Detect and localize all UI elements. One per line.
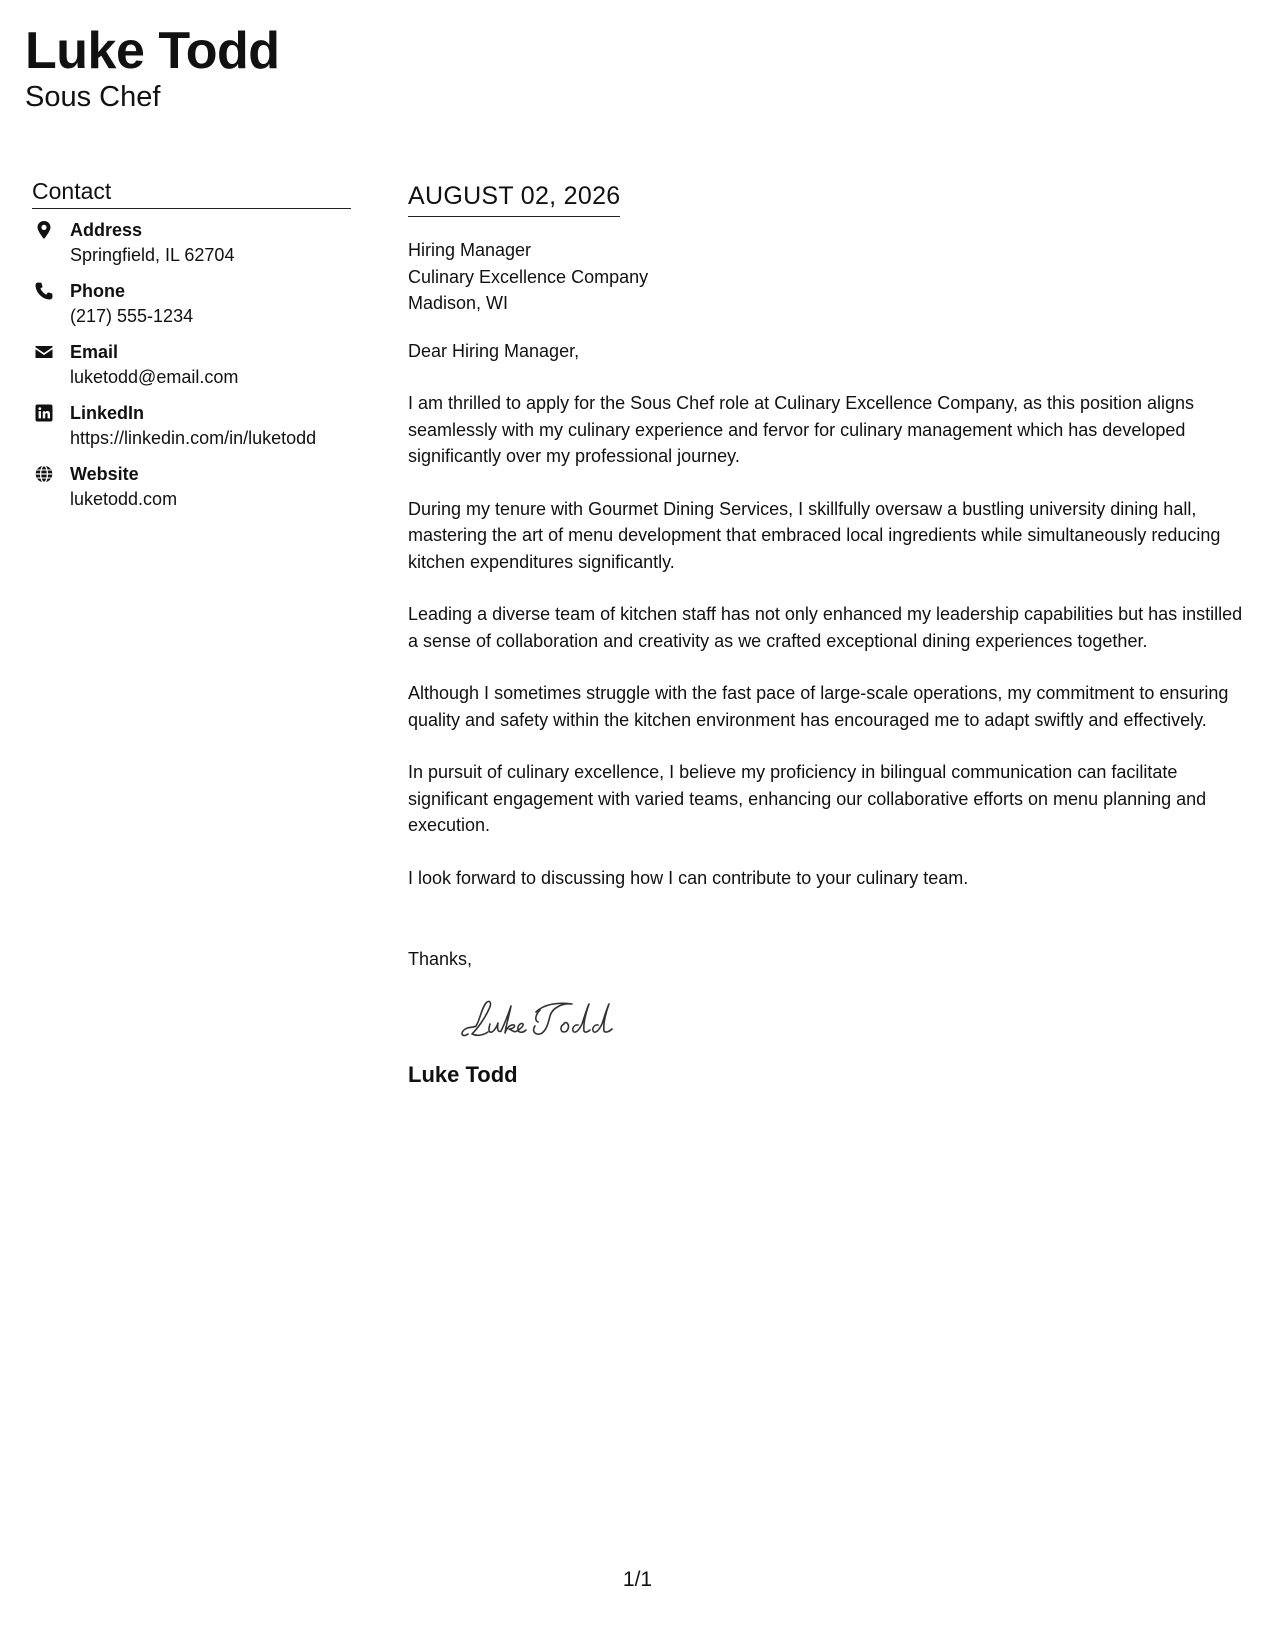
globe-icon bbox=[34, 464, 54, 484]
phone-icon bbox=[34, 281, 54, 301]
applicant-name: Luke Todd bbox=[25, 22, 280, 80]
applicant-role: Sous Chef bbox=[25, 81, 161, 113]
cover-letter bbox=[408, 180, 1253, 1090]
contact-item-phone bbox=[32, 279, 351, 329]
contact-label: Website bbox=[70, 464, 139, 484]
contact-value: luketodd@email.com bbox=[70, 367, 239, 387]
contact-item-website bbox=[32, 462, 351, 512]
contact-value[interactable]: https://linkedin.com/in/luketodd bbox=[70, 428, 317, 448]
contact-label: Email bbox=[70, 342, 119, 362]
body-paragraph: During my tenure with Gourmet Dining Services, I skillfully oversaw a bustling university dining hall, mastering the art of menu development that embraced local ingredients while simultaneously reducing kitchen expenditures significantly. bbox=[408, 498, 1221, 572]
handwritten-signature bbox=[454, 990, 654, 1050]
contact-value[interactable]: luketodd.com bbox=[70, 489, 178, 509]
salutation: Dear Hiring Manager, bbox=[408, 340, 580, 361]
contact-item-linkedin bbox=[32, 401, 351, 451]
body-paragraph: In pursuit of culinary excellence, I believe my proficiency in bilingual communication can facilitate significant engagement with varied teams, enhancing our collaborative efforts on menu planning and execution. bbox=[408, 762, 1207, 835]
recipient-line: Culinary Excellence Company bbox=[408, 266, 649, 287]
contact-sidebar bbox=[32, 176, 351, 523]
linkedin-icon bbox=[34, 403, 54, 423]
recipient-line: Hiring Manager bbox=[408, 240, 532, 260]
contact-label: LinkedIn bbox=[70, 403, 145, 423]
body-paragraph: I am thrilled to apply for the Sous Chef role at Culinary Excellence Company, as this position aligns seamlessly with my culinary experience and fervor for culinary management which has developed significantly over my professional journey. bbox=[408, 393, 1195, 466]
contact-heading: Contact bbox=[32, 176, 351, 209]
body-paragraph: I look forward to discussing how I can contribute to your culinary team. bbox=[408, 867, 969, 888]
signer-name: Luke Todd bbox=[408, 1062, 518, 1087]
closing: Thanks, bbox=[408, 949, 473, 969]
contact-label: Phone bbox=[70, 281, 126, 301]
contact-list bbox=[32, 218, 351, 512]
page-number: 1/1 bbox=[622, 1568, 653, 1591]
letter-date: AUGUST 02, 2026 bbox=[408, 180, 620, 217]
contact-item-address bbox=[32, 218, 351, 268]
contact-item-email bbox=[32, 340, 351, 390]
recipient-line: Madison, WI bbox=[408, 293, 509, 313]
contact-value: (217) 555-1234 bbox=[70, 306, 194, 326]
contact-value: Springfield, IL 62704 bbox=[70, 245, 235, 265]
body-paragraph: Leading a diverse team of kitchen staff has not only enhanced my leadership capabilities but has instilled a sense of collaboration and creativity as we crafted exceptional dining experiences together. bbox=[408, 604, 1243, 651]
recipient-block bbox=[408, 237, 1253, 317]
map-pin-icon bbox=[34, 220, 54, 240]
body-paragraph: Although I sometimes struggle with the fast pace of large-scale operations, my commitment to ensuring quality and safety within the kitchen environment has encouraged me to adapt swiftly and effectively. bbox=[408, 683, 1229, 730]
resume-header bbox=[25, 22, 280, 114]
contact-label: Address bbox=[70, 220, 143, 240]
envelope-icon bbox=[34, 342, 54, 362]
